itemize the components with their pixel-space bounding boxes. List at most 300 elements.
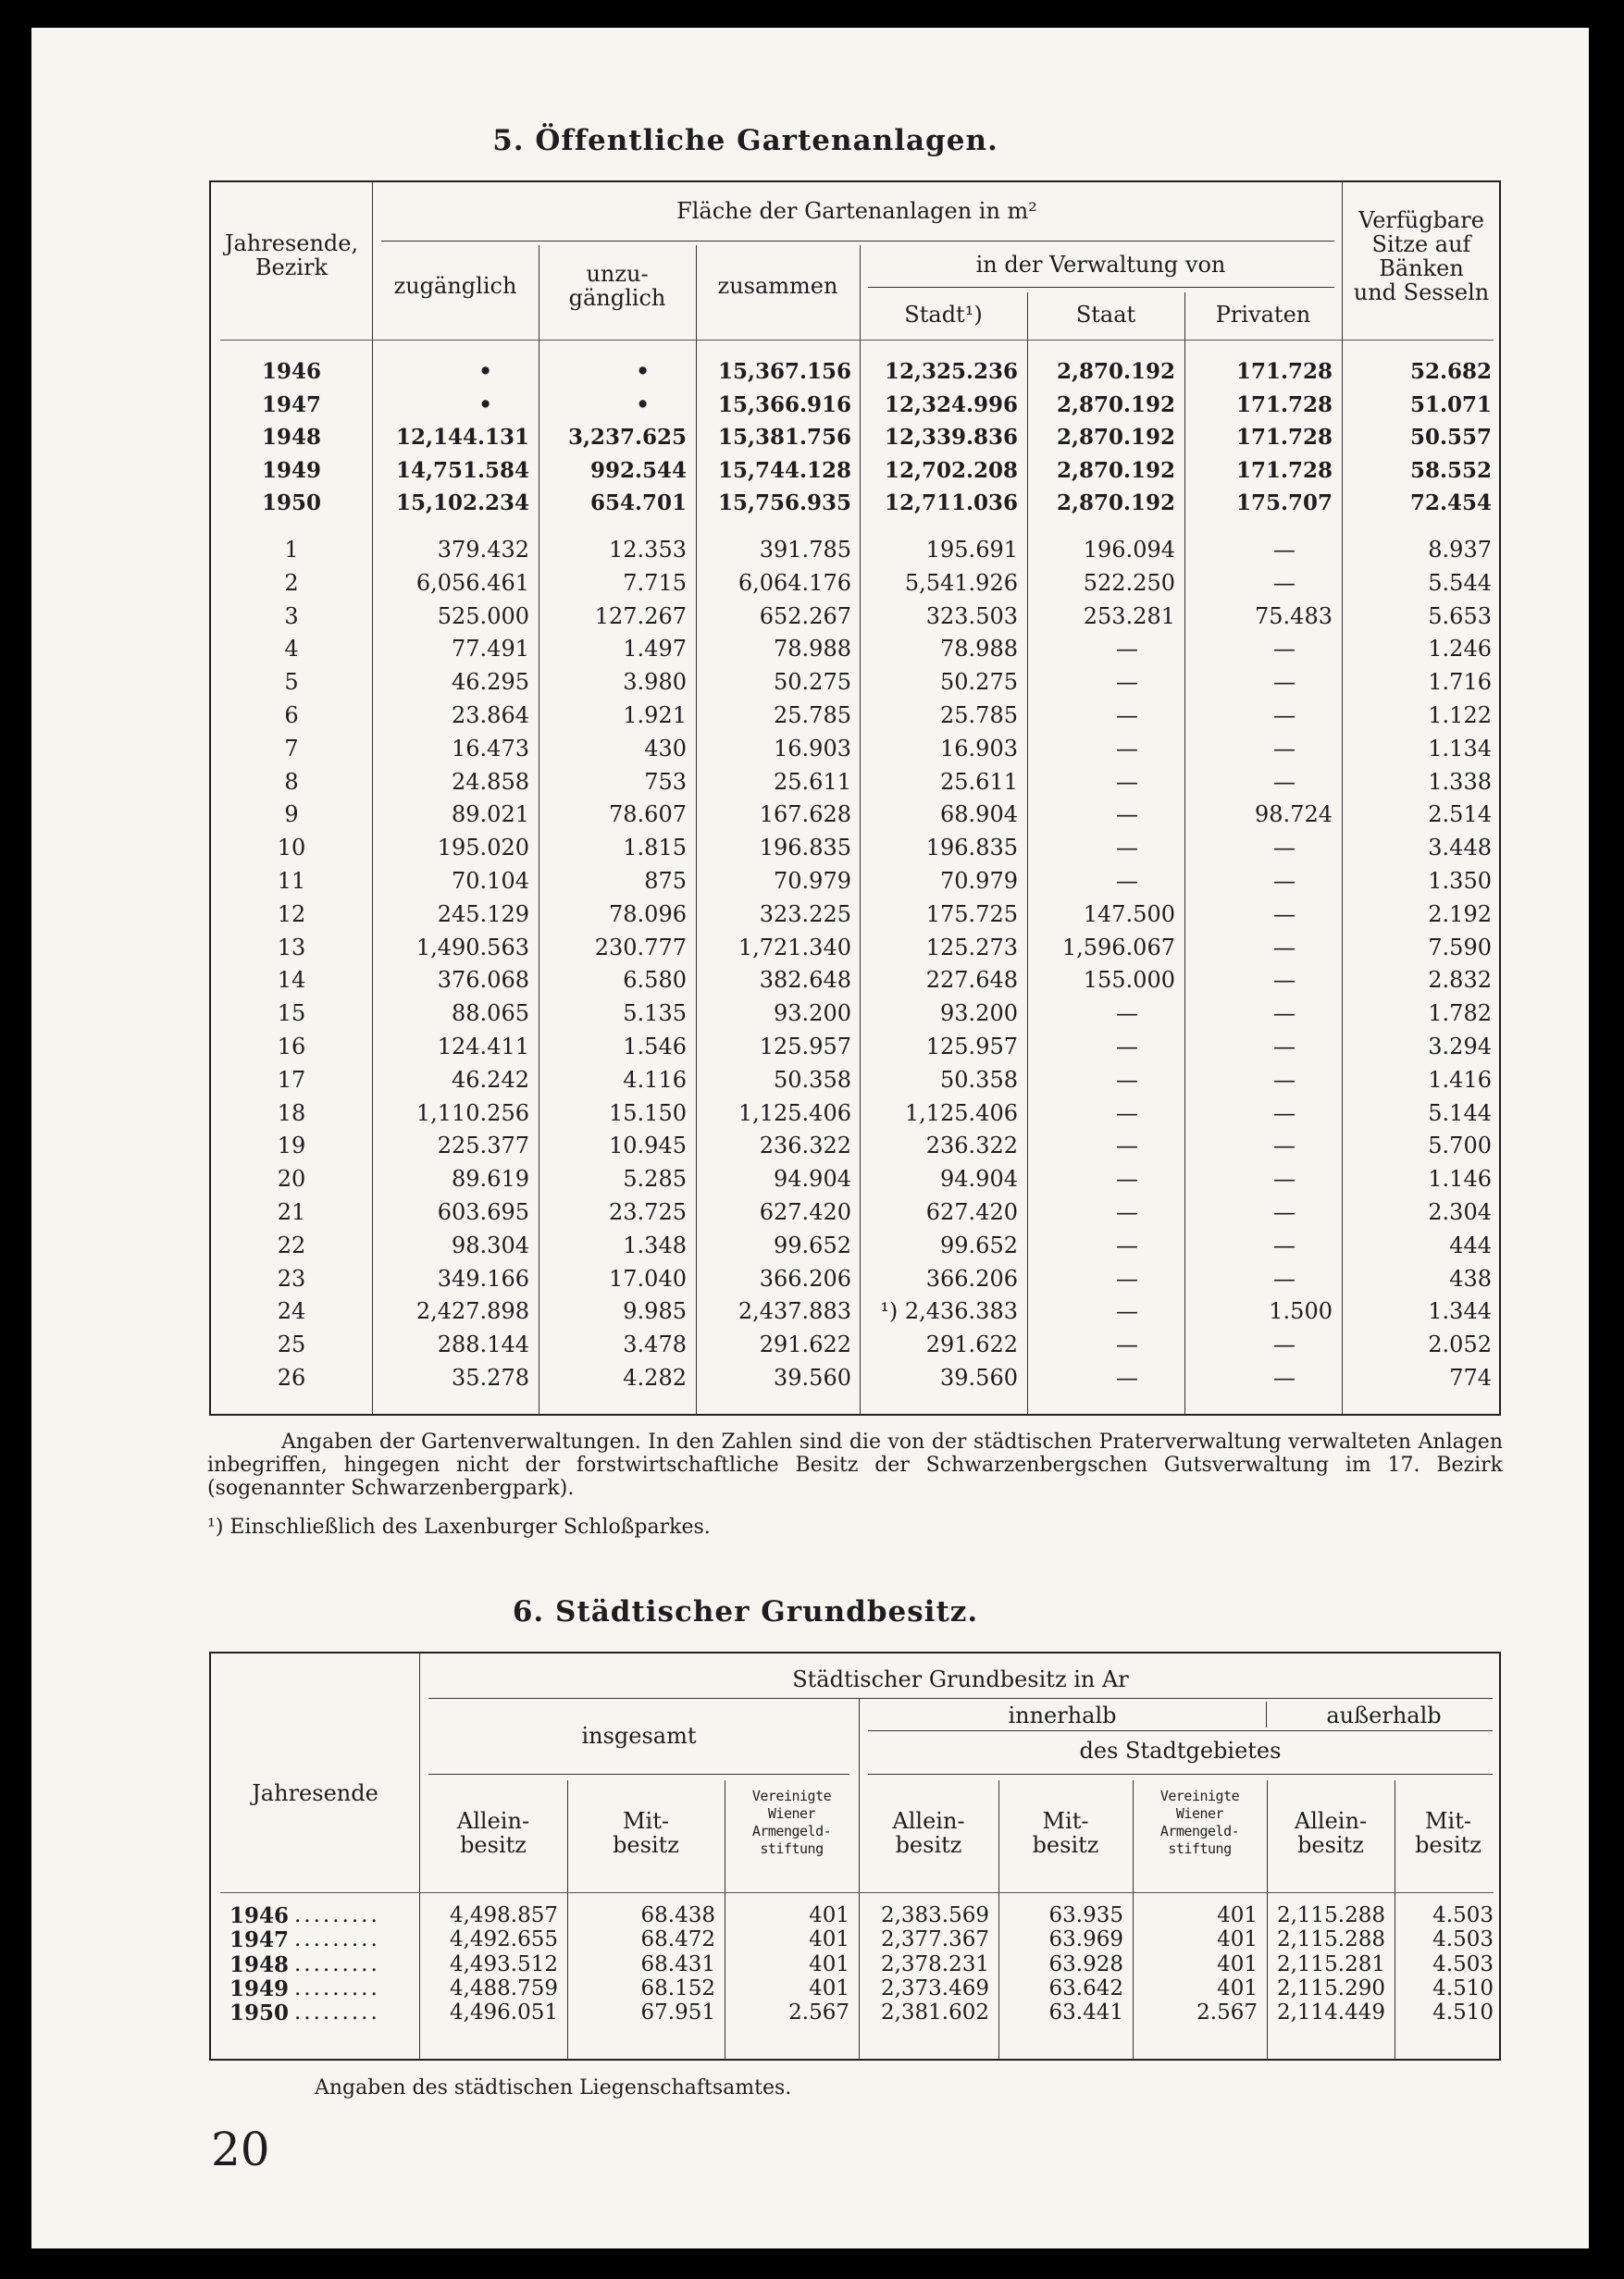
row-label: 7 [284, 735, 299, 762]
t2-ausser-mit-1: Mit- [1424, 1808, 1471, 1834]
cell-value: 15,756.935 [717, 490, 851, 515]
table2-row [211, 1952, 1503, 1977]
cell-value: 52.682 [1409, 359, 1492, 384]
cell-value: 1,125.406 [904, 1099, 1018, 1126]
cell-value: 99.652 [774, 1232, 851, 1258]
header-zusammen: zusammen [717, 273, 838, 299]
table1-row [211, 632, 1503, 665]
cell-value: 46.242 [452, 1066, 529, 1093]
cell-value: — [1273, 1365, 1295, 1391]
header-verwaltung: in der Verwaltung von [975, 252, 1226, 278]
table1-footnote: ¹) Einschließlich des Laxenburger Schloßparkes. [207, 1516, 711, 1539]
cell-value: 9.985 [623, 1298, 687, 1325]
cell-value: 401 [809, 1927, 849, 1952]
cell-value: 12.353 [609, 537, 687, 563]
cell-value: 288.144 [437, 1331, 529, 1358]
cell-value: 253.281 [1083, 602, 1175, 629]
table1-row [211, 732, 1503, 765]
cell-value: 1.338 [1428, 768, 1492, 795]
row-label: 2 [284, 569, 299, 596]
cell-value: 51.071 [1409, 391, 1492, 417]
cell-value: 225.377 [437, 1133, 529, 1159]
cell-value: 525.000 [437, 602, 529, 629]
cell-value: 3.448 [1428, 835, 1492, 861]
cell-value: 4.503 [1432, 1927, 1494, 1952]
table1-row [211, 665, 1503, 699]
cell-value: 245.129 [437, 900, 529, 927]
cell-value: — [1273, 702, 1295, 728]
cell-value: 2,437.883 [738, 1298, 851, 1325]
cell-value: 58.552 [1409, 457, 1492, 483]
cell-value: 6,056.461 [415, 569, 529, 596]
t2-ausser-mit-2: besitz [1415, 1832, 1481, 1858]
cell-value: 125.957 [925, 1034, 1018, 1059]
cell-value: 63.969 [1048, 1927, 1123, 1952]
cell-value: — [1116, 669, 1138, 696]
cell-value: — [1116, 1166, 1138, 1193]
cell-value: 63.928 [1048, 1951, 1123, 1976]
row-label: 10 [277, 835, 306, 861]
row-label: 23 [277, 1265, 306, 1292]
t2-header-ausserhalb: außerhalb [1326, 1703, 1442, 1728]
t2-inner-ver-4: stiftung [1168, 1840, 1232, 1857]
row-label: 22 [277, 1232, 306, 1258]
t2-inner-allein-2: besitz [895, 1832, 962, 1858]
row-year: 1948 [229, 1951, 290, 1977]
cell-value: 391.785 [759, 537, 851, 563]
cell-value: 50.358 [774, 1066, 851, 1093]
cell-value: 68.431 [640, 1951, 715, 1976]
cell-value: — [1273, 835, 1295, 861]
cell-value: 4,492.655 [449, 1927, 558, 1952]
cell-value: — [1116, 702, 1138, 728]
cell-value: — [1273, 1232, 1295, 1258]
cell-value: 99.652 [940, 1232, 1018, 1258]
cell-value: 78.988 [774, 636, 851, 663]
table2-title: 6. Städtischer Grundbesitz. [512, 1595, 979, 1629]
page [31, 28, 1589, 2248]
row-label: 20 [277, 1166, 306, 1193]
cell-value: — [1116, 1133, 1138, 1159]
cell-value: 753 [644, 768, 687, 795]
t2-header-grundbesitz: Städtischer Grundbesitz in Ar [792, 1666, 1129, 1692]
table2-row [211, 1976, 1503, 2001]
cell-value: 2,115.281 [1276, 1951, 1385, 1976]
cell-value: 1.348 [623, 1232, 687, 1258]
cell-value: 5.544 [1428, 569, 1492, 596]
cell-value: 2.514 [1428, 801, 1492, 828]
row-label: 11 [277, 868, 306, 894]
table1-note: Angaben der Gartenverwaltungen. In den Zahlen sind die von der städtischen Praterverwaltung verwalteten Anlagen inbegriffen, hingegen nicht der forstwirtschaftliche Besitz der Schwarzenbergschen Gutsverwaltung im 17. Bezirk (sogenannter Schwarzenbergpark). [207, 1431, 1503, 1500]
table1-row [211, 1328, 1503, 1361]
cell-value: 2,115.288 [1276, 1927, 1385, 1952]
cell-value: 46.295 [452, 669, 529, 696]
table1-row [211, 765, 1503, 799]
cell-value: 1.716 [1428, 669, 1492, 696]
header-sitze-4: und Sesseln [1353, 279, 1490, 305]
cell-value: 75.483 [1255, 602, 1333, 629]
cell-value: — [1273, 1066, 1295, 1093]
table1-row [211, 355, 1503, 389]
cell-value: — [1116, 1331, 1138, 1358]
t2-header-stadtgebietes: des Stadtgebietes [1079, 1738, 1282, 1764]
cell-value: 10.945 [609, 1133, 687, 1159]
cell-value: 4.282 [623, 1365, 687, 1391]
cell-value: 1.350 [1428, 868, 1492, 894]
t2-inner-mit-1: Mit- [1042, 1808, 1089, 1834]
row-label: 25 [277, 1331, 306, 1358]
cell-value: 652.267 [759, 602, 851, 629]
table1-row [211, 997, 1503, 1030]
cell-value: — [1273, 934, 1295, 960]
table1-row [211, 898, 1503, 931]
cell-value: 401 [809, 1951, 849, 1976]
cell-value: 171.728 [1235, 457, 1333, 483]
cell-value: 25.785 [774, 702, 851, 728]
cell-value: 992.544 [589, 457, 687, 483]
cell-value: 603.695 [437, 1199, 529, 1225]
cell-value: 1.134 [1428, 735, 1492, 762]
cell-value: 654.701 [589, 490, 687, 515]
t2-ausser-allein-1: Allein- [1294, 1808, 1368, 1834]
cell-value: 77.491 [452, 636, 529, 663]
table1-row [211, 864, 1503, 898]
cell-value: 25.611 [774, 768, 851, 795]
cell-value: 4,488.759 [449, 1976, 558, 2000]
cell-value: 2,115.288 [1276, 1903, 1385, 1927]
cell-value: 63.441 [1048, 2000, 1123, 2025]
header-sitze-1: Verfügbare [1358, 207, 1484, 233]
row-label: 4 [284, 636, 299, 663]
cell-value: — [1116, 801, 1138, 828]
cell-value: 2,870.192 [1056, 457, 1175, 483]
cell-value: 401 [809, 1976, 849, 2000]
cell-value: 98.304 [452, 1232, 529, 1258]
cell-value: 401 [1217, 1927, 1258, 1952]
row-label: 17 [277, 1066, 306, 1093]
cell-value: 25.611 [940, 768, 1018, 795]
cell-value: 1.122 [1428, 702, 1492, 728]
cell-value: — [1116, 1099, 1138, 1126]
table1-row [211, 566, 1503, 600]
cell-value: 196.835 [759, 835, 851, 861]
cell-value: 2,427.898 [415, 1298, 529, 1325]
cell-value: 39.560 [774, 1365, 851, 1391]
cell-value: 2,114.449 [1276, 2000, 1385, 2025]
cell-value: 5,541.926 [904, 569, 1018, 596]
cell-value: 50.358 [940, 1066, 1018, 1093]
cell-value: 24.858 [452, 768, 529, 795]
cell-value: 127.267 [594, 602, 687, 629]
cell-value: — [1116, 735, 1138, 762]
table1-row [211, 1096, 1503, 1130]
cell-value: — [1273, 735, 1295, 762]
cell-value: 627.420 [759, 1199, 851, 1225]
cell-value: • [478, 359, 492, 384]
cell-value: 23.725 [609, 1199, 687, 1225]
cell-value: 88.065 [452, 1000, 529, 1027]
cell-value: — [1116, 768, 1138, 795]
cell-value: 171.728 [1235, 425, 1333, 450]
cell-value: 5.700 [1428, 1133, 1492, 1159]
cell-value: 376.068 [437, 967, 529, 994]
row-label: 1950 [261, 490, 321, 515]
header-jahresende: Jahresende, [224, 230, 359, 256]
cell-value: 291.622 [759, 1331, 851, 1358]
cell-value: 147.500 [1083, 900, 1175, 927]
leader-dots: ......... [294, 2000, 380, 2025]
cell-value: 3.980 [623, 669, 687, 696]
cell-value: 2.567 [1196, 2000, 1258, 2025]
row-label: 16 [277, 1034, 306, 1059]
header-staat: Staat [1075, 302, 1136, 328]
cell-value: 195.020 [437, 835, 529, 861]
cell-value: 125.273 [925, 934, 1018, 960]
cell-value: 4,496.051 [449, 2000, 558, 2025]
cell-value: 1.344 [1428, 1298, 1492, 1325]
table2-row [211, 2000, 1503, 2025]
row-label: 3 [284, 602, 299, 629]
header-unzugaenglich-2: gänglich [568, 285, 666, 311]
cell-value: — [1273, 1331, 1295, 1358]
row-label: 1948 [261, 425, 321, 450]
cell-value: — [1273, 1166, 1295, 1193]
cell-value: 6,064.176 [738, 569, 851, 596]
cell-value: — [1273, 636, 1295, 663]
cell-value: — [1116, 835, 1138, 861]
cell-value: 7.590 [1428, 934, 1492, 960]
row-label: 26 [277, 1365, 306, 1391]
cell-value: 2,870.192 [1056, 391, 1175, 417]
table1-row [211, 1195, 1503, 1229]
row-year: 1949 [229, 1976, 290, 2001]
cell-value: 3.478 [623, 1331, 687, 1358]
cell-value: — [1273, 669, 1295, 696]
cell-value: 1.815 [623, 835, 687, 861]
t2-header-innerhalb: innerhalb [1008, 1703, 1117, 1728]
cell-value: 15.150 [609, 1099, 687, 1126]
grundbesitz-table [209, 1652, 1501, 2061]
row-label: 18 [277, 1099, 306, 1126]
cell-value: 1.500 [1269, 1298, 1333, 1325]
cell-value: — [1116, 1000, 1138, 1027]
cell-value: 171.728 [1235, 391, 1333, 417]
t2-ver-1: Vereinigte [751, 1788, 832, 1804]
cell-value: 35.278 [452, 1365, 529, 1391]
cell-value: 430 [644, 735, 687, 762]
table1-row [211, 831, 1503, 864]
cell-value: 401 [1217, 1903, 1258, 1927]
cell-value: 167.628 [759, 801, 851, 828]
table1-row [211, 1129, 1503, 1162]
cell-value: — [1273, 537, 1295, 563]
cell-value: 16.473 [452, 735, 529, 762]
cell-value: 2,870.192 [1056, 359, 1175, 384]
cell-value: 2,377.367 [880, 1927, 989, 1952]
leader-dots: ......... [294, 1927, 380, 1952]
cell-value: 67.951 [640, 2000, 715, 2025]
cell-value: — [1116, 1265, 1138, 1292]
cell-value: 2,373.469 [880, 1976, 989, 2000]
table1-row [211, 798, 1503, 831]
leader-dots: ......... [294, 1951, 380, 1976]
cell-value: 1.246 [1428, 636, 1492, 663]
cell-value: 1,110.256 [415, 1099, 529, 1126]
cell-value: ¹) 2,436.383 [880, 1298, 1018, 1325]
cell-value: 401 [1217, 1951, 1258, 1976]
cell-value: 12,324.996 [884, 391, 1018, 417]
cell-value: 25.785 [940, 702, 1018, 728]
cell-value: — [1116, 636, 1138, 663]
table1-row [211, 1030, 1503, 1063]
cell-value: — [1273, 1034, 1295, 1059]
cell-value: 5.285 [623, 1166, 687, 1193]
cell-value: 78.988 [940, 636, 1018, 663]
cell-value: 236.322 [759, 1133, 851, 1159]
t2-ausser-allein-2: besitz [1297, 1832, 1364, 1858]
cell-value: — [1273, 900, 1295, 927]
t2-inner-ver-1: Vereinigte [1159, 1788, 1240, 1804]
cell-value: 175.707 [1235, 490, 1333, 515]
cell-value: 15,381.756 [717, 425, 851, 450]
cell-value: 68.438 [640, 1903, 715, 1927]
cell-value: 401 [809, 1903, 849, 1927]
cell-value: 171.728 [1235, 359, 1333, 384]
header-stadt: Stadt¹) [904, 302, 983, 328]
cell-value: 68.472 [640, 1927, 715, 1952]
cell-value: 16.903 [940, 735, 1018, 762]
header-bezirk: Bezirk [254, 254, 329, 280]
row-label: 13 [277, 934, 306, 960]
cell-value: 323.503 [925, 602, 1018, 629]
t2-ver-2: Wiener [767, 1805, 816, 1822]
cell-value: 4.116 [623, 1066, 687, 1093]
cell-value: 94.904 [940, 1166, 1018, 1193]
cell-value: 12,702.208 [884, 457, 1018, 483]
table1-row [211, 1229, 1503, 1262]
row-label: 24 [277, 1298, 306, 1325]
cell-value: 5.653 [1428, 602, 1492, 629]
cell-value: 323.225 [759, 900, 851, 927]
cell-value: 1.497 [623, 636, 687, 663]
header-privaten: Privaten [1215, 302, 1311, 328]
gartenanlagen-table [209, 180, 1501, 1416]
cell-value: 78.096 [609, 900, 687, 927]
cell-value: 78.607 [609, 801, 687, 828]
cell-value: — [1273, 967, 1295, 994]
cell-value: 15,102.234 [395, 490, 529, 515]
t2-header-jahresende: Jahresende [252, 1780, 378, 1806]
cell-value: 227.648 [925, 967, 1018, 994]
table1-row [211, 454, 1503, 488]
t2-inner-mit-2: besitz [1032, 1832, 1099, 1858]
t2-inner-ver-2: Wiener [1175, 1805, 1224, 1822]
cell-value: 1.546 [623, 1034, 687, 1059]
cell-value: 1.416 [1428, 1066, 1492, 1093]
cell-value: 50.275 [774, 669, 851, 696]
cell-value: 366.206 [925, 1265, 1018, 1292]
cell-value: — [1116, 868, 1138, 894]
cell-value: 12,325.236 [884, 359, 1018, 384]
cell-value: 70.979 [940, 868, 1018, 894]
cell-value: 125.957 [759, 1034, 851, 1059]
header-sitze-3: Bänken [1379, 255, 1464, 281]
row-label: 12 [277, 900, 306, 927]
table1-row [211, 1294, 1503, 1328]
cell-value: 366.206 [759, 1265, 851, 1292]
row-label: 1946 [261, 359, 321, 384]
cell-value: 196.835 [925, 835, 1018, 861]
cell-value: — [1116, 1199, 1138, 1225]
cell-value: 70.979 [774, 868, 851, 894]
cell-value: • [636, 359, 650, 384]
cell-value: 14,751.584 [395, 457, 529, 483]
t2-mit-1: Mit- [622, 1808, 669, 1834]
cell-value: 16.903 [774, 735, 851, 762]
cell-value: 438 [1449, 1265, 1492, 1292]
cell-value: 50.557 [1409, 425, 1492, 450]
cell-value: — [1116, 1066, 1138, 1093]
cell-value: — [1273, 1099, 1295, 1126]
t2-ver-4: stiftung [760, 1840, 824, 1857]
cell-value: 236.322 [925, 1133, 1018, 1159]
cell-value: 15,366.916 [717, 391, 851, 417]
cell-value: 15,367.156 [717, 359, 851, 384]
cell-value: 63.642 [1048, 1976, 1123, 2000]
cell-value: 2,378.231 [880, 1951, 989, 1976]
cell-value: — [1116, 1034, 1138, 1059]
row-year: 1946 [229, 1903, 290, 1928]
cell-value: — [1116, 1365, 1138, 1391]
cell-value: — [1116, 1298, 1138, 1325]
table1-row [211, 1361, 1503, 1394]
cell-value: 5.135 [623, 1000, 687, 1027]
table1-row [211, 931, 1503, 964]
table2-source: Angaben des städtischen Liegenschaftsamtes. [315, 2076, 792, 2099]
cell-value: 4.503 [1432, 1951, 1494, 1976]
cell-value: 379.432 [437, 537, 529, 563]
cell-value: 8.937 [1428, 537, 1492, 563]
cell-value: 23.864 [452, 702, 529, 728]
cell-value: — [1273, 1199, 1295, 1225]
row-label: 9 [284, 801, 299, 828]
cell-value: 1,721.340 [738, 934, 851, 960]
cell-value: — [1273, 569, 1295, 596]
cell-value: 2.832 [1428, 967, 1492, 994]
t2-header-insgesamt: insgesamt [581, 1723, 697, 1749]
cell-value: 68.904 [940, 801, 1018, 828]
cell-value: 2,381.602 [880, 2000, 989, 2025]
row-label: 15 [277, 1000, 306, 1027]
cell-value: 39.560 [940, 1365, 1018, 1391]
header-flaeche: Fläche der Gartenanlagen in m² [676, 198, 1037, 224]
cell-value: 4,498.857 [449, 1903, 558, 1927]
cell-value: 2.052 [1428, 1331, 1492, 1358]
table1-row [211, 389, 1503, 422]
row-label: 14 [277, 967, 306, 994]
cell-value: 89.021 [452, 801, 529, 828]
cell-value: — [1273, 868, 1295, 894]
cell-value: 175.725 [925, 900, 1018, 927]
cell-value: 774 [1449, 1365, 1492, 1391]
cell-value: 12,144.131 [395, 425, 529, 450]
row-year: 1947 [229, 1927, 290, 1953]
cell-value: 3.294 [1428, 1034, 1492, 1059]
cell-value: 1.782 [1428, 1000, 1492, 1027]
table1-row [211, 421, 1503, 454]
cell-value: 4.510 [1432, 1976, 1494, 2000]
cell-value: 4,493.512 [449, 1951, 558, 1976]
